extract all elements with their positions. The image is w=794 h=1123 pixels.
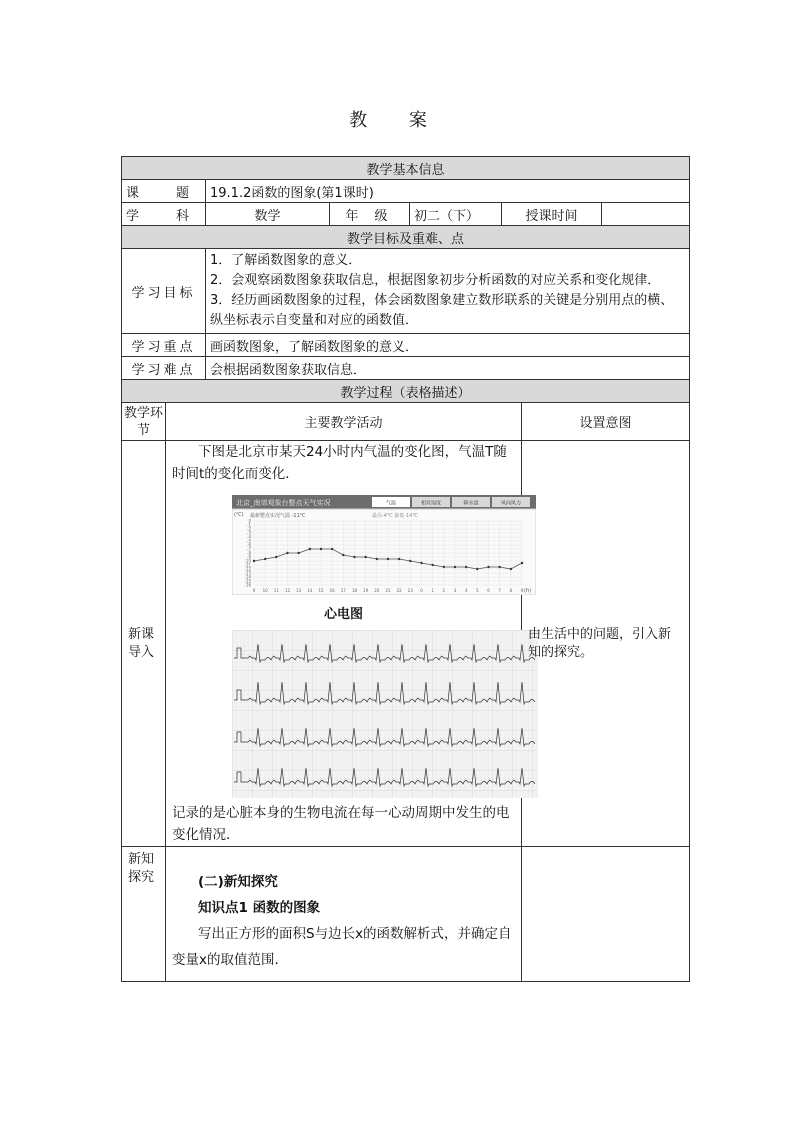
weather-point [521, 562, 523, 564]
weather-point [297, 552, 299, 554]
lesson-plan-table [121, 156, 690, 982]
weather-y-tick: 0 [248, 518, 251, 524]
weather-x-tick: 13 [296, 588, 302, 593]
weather-y-tick: -6 [247, 542, 251, 548]
weather-point [275, 556, 277, 558]
weather-x-tick: 20 [374, 588, 380, 593]
weather-point [286, 552, 288, 554]
weather-y-tick: -13 [244, 570, 251, 576]
grade-label: 年 级 [330, 203, 410, 226]
weather-x-tick: 9 [252, 588, 256, 593]
weather-x-tick: 9 [520, 588, 524, 593]
weather-y-tick: -9 [247, 554, 251, 560]
weather-y-unit: (℃) [234, 512, 244, 518]
subject-label: 学 科 [122, 203, 206, 226]
weather-point [420, 562, 422, 564]
weather-y-tick: -16 [244, 582, 251, 588]
topic-label: 课 题 [122, 180, 206, 203]
weather-point [409, 560, 411, 562]
ecg-title: 心电图 [323, 607, 363, 622]
weather-x-tick: 17 [340, 588, 346, 593]
weather-tab-label: 降水量 [463, 500, 479, 507]
goal-line: 2．会观察函数图象获取信息，根据图象初步分析函数的对应关系和变化规律． [210, 273, 661, 288]
section-heading: (二)新知探究 [198, 874, 278, 890]
intent-explore [522, 847, 690, 982]
goal-line: 3．经历画函数图象的过程，体会函数图象建立数形联系的关键是分别用点的横、纵坐标表示自变量和对应的函数值． [210, 293, 674, 328]
weather-point [342, 554, 344, 556]
activity-explore [166, 847, 522, 982]
stage-intro: 新课导入 [122, 441, 166, 847]
key-label: 学习重点 [122, 334, 206, 357]
weather-x-tick: 18 [351, 588, 358, 593]
weather-x-tick: 16 [329, 588, 335, 593]
ecg-text: 记录的是心脏本身的生物电流在每一心动周期中发生的电变化情况． [172, 805, 510, 843]
weather-y-tick: -12 [244, 566, 251, 572]
weather-x-tick: 6 [487, 588, 490, 593]
weather-y-tick: -2 [247, 526, 251, 532]
goal-label: 学习目标 [122, 249, 206, 334]
weather-point [387, 558, 389, 560]
time-label: 授课时间 [502, 203, 602, 226]
col-stage-header: 教学环节 [122, 403, 166, 441]
weather-x-tick: 23 [407, 588, 413, 593]
weather-point [376, 558, 378, 560]
goal-line: 1．了解函数图象的意义． [210, 253, 362, 268]
weather-x-tick: 8 [509, 588, 513, 593]
weather-point [454, 566, 456, 568]
weather-y-tick: -3 [247, 530, 251, 536]
weather-y-tick: -4 [247, 534, 251, 540]
document-title: 教 案 [349, 110, 445, 131]
weather-x-tick: 3 [453, 588, 457, 593]
col-activity-header: 主要教学活动 [166, 403, 522, 441]
weather-point [331, 548, 333, 550]
weather-x-tick: 10 [262, 588, 268, 593]
activity-intro [166, 441, 532, 847]
weather-point [309, 548, 311, 550]
basic-info-header: 教学基本信息 [122, 157, 690, 180]
weather-point [443, 566, 445, 568]
weather-y-tick: -7 [247, 546, 251, 552]
weather-point [253, 560, 255, 562]
weather-y-tick: -11 [244, 562, 251, 568]
weather-point [398, 558, 400, 560]
ecg-grid [232, 630, 538, 798]
weather-point [510, 568, 512, 570]
weather-point [498, 566, 500, 568]
weather-y-tick: -5 [247, 538, 251, 544]
subject-value: 数学 [206, 203, 330, 226]
weather-tab-label: 气温 [385, 500, 397, 507]
weather-x-tick: 14 [307, 588, 313, 593]
weather-point [264, 558, 266, 560]
knowledge-point-text: 写出正方形的面积S与边长x的函数解析式，并确定自变量x的取值范围． [172, 926, 512, 968]
grade-value: 初二（下） [410, 203, 502, 226]
key-value: 画函数图象，了解函数图象的意义． [206, 334, 690, 357]
time-value [602, 203, 690, 226]
ecg-figure [232, 630, 538, 798]
intent-intro: 由生活中的问题，引入新知的探究。 [522, 441, 690, 847]
weather-chart [232, 495, 536, 595]
weather-x-tick: 19 [363, 588, 369, 593]
weather-point [320, 548, 322, 550]
stage-explore: 新知探究 [122, 847, 166, 982]
weather-x-tick: 11 [273, 588, 279, 593]
weather-point [431, 564, 433, 566]
weather-x-tick: 5 [476, 588, 479, 593]
weather-x-tick: 0 [420, 588, 423, 593]
weather-x-tick: 1 [431, 588, 434, 593]
weather-y-tick: -8 [247, 550, 251, 556]
difficult-value: 会根据函数图象获取信息． [206, 357, 690, 380]
knowledge-point-heading: 知识点1 函数的图象 [198, 900, 321, 916]
weather-y-tick: -1 [247, 522, 251, 528]
weather-x-tick: 2 [442, 588, 446, 593]
weather-x-unit: (h) [524, 588, 532, 594]
goals-header: 教学目标及重难、点 [122, 226, 690, 249]
process-header: 教学过程（表格描述） [122, 380, 690, 403]
weather-header: 北京_南郊观象台整点天气实况 [236, 499, 331, 507]
weather-point [487, 566, 489, 568]
weather-x-tick: 22 [396, 588, 402, 593]
weather-sub: 最新整点实况气温 -11℃ [250, 513, 306, 519]
weather-y-tick: -14 [244, 574, 251, 580]
weather-panel [232, 509, 536, 595]
goal-content [206, 249, 690, 334]
weather-x-tick: 4 [464, 588, 468, 593]
weather-y-tick: -15 [244, 578, 251, 584]
weather-range: 最高-4℃ 最低-14℃ [372, 513, 418, 519]
weather-tab-label: 相对湿度 [420, 500, 442, 507]
col-intent-header: 设置意图 [522, 403, 690, 441]
weather-x-tick: 7 [498, 588, 501, 593]
weather-point [353, 556, 355, 558]
intro-text: 下图是北京市某天24小时内气温的变化图，气温T随时间t的变化而变化． [172, 444, 507, 482]
weather-point [364, 556, 366, 558]
difficult-label: 学习难点 [122, 357, 206, 380]
topic-value: 19.1.2函数的图象(第1课时) [206, 180, 690, 203]
weather-x-tick: 15 [318, 588, 324, 593]
weather-x-tick: 21 [385, 588, 391, 593]
weather-point [465, 566, 467, 568]
weather-y-tick: -10 [244, 558, 251, 564]
weather-tab-label: 风向风力 [500, 500, 522, 507]
weather-x-tick: 12 [284, 588, 291, 593]
weather-point [476, 568, 478, 570]
